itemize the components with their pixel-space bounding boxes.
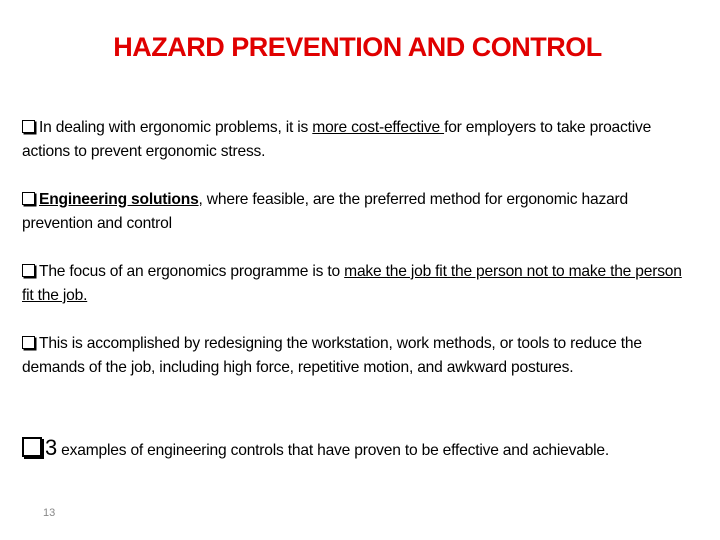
- text: This is accomplished by redesigning the workstation, work methods, or tools to reduce the demands of the job, including high force, repetitive motion, and awkward postures.: [22, 335, 642, 376]
- bullet-engineering-solutions: [22, 188, 694, 236]
- text: for employers to take proactive actions to prevent ergonomic stress.: [22, 119, 652, 160]
- bullet-examples: [22, 434, 694, 464]
- text: The focus of an ergonomics programme is to: [39, 263, 345, 280]
- number-text: 3: [45, 435, 58, 460]
- text: examples of engineering controls that have proven to be effective and achievable.: [57, 442, 610, 459]
- checkbox-bullet-icon: [22, 336, 35, 349]
- checkbox-bullet-icon: [22, 437, 42, 457]
- underlined-bold-text: Engineering solutions: [39, 191, 199, 208]
- underlined-text: make the job fit the person not to make the person fit the job.: [22, 263, 682, 304]
- checkbox-bullet-icon: [22, 264, 35, 277]
- text: , where feasible, are the preferred method for ergonomic hazard prevention and control: [22, 191, 629, 232]
- underlined-text: more cost-effective: [312, 119, 445, 136]
- bullet-ergonomics-programme: [22, 260, 694, 308]
- slide-title: HAZARD PREVENTION AND CONTROL: [113, 32, 602, 62]
- page-number: 13: [43, 507, 56, 519]
- bullet-cost-effective: [22, 116, 694, 164]
- checkbox-bullet-icon: [22, 192, 35, 205]
- checkbox-bullet-icon: [22, 120, 35, 133]
- text: In dealing with ergonomic problems, it is: [39, 119, 313, 136]
- bullet-redesigning: [22, 332, 694, 380]
